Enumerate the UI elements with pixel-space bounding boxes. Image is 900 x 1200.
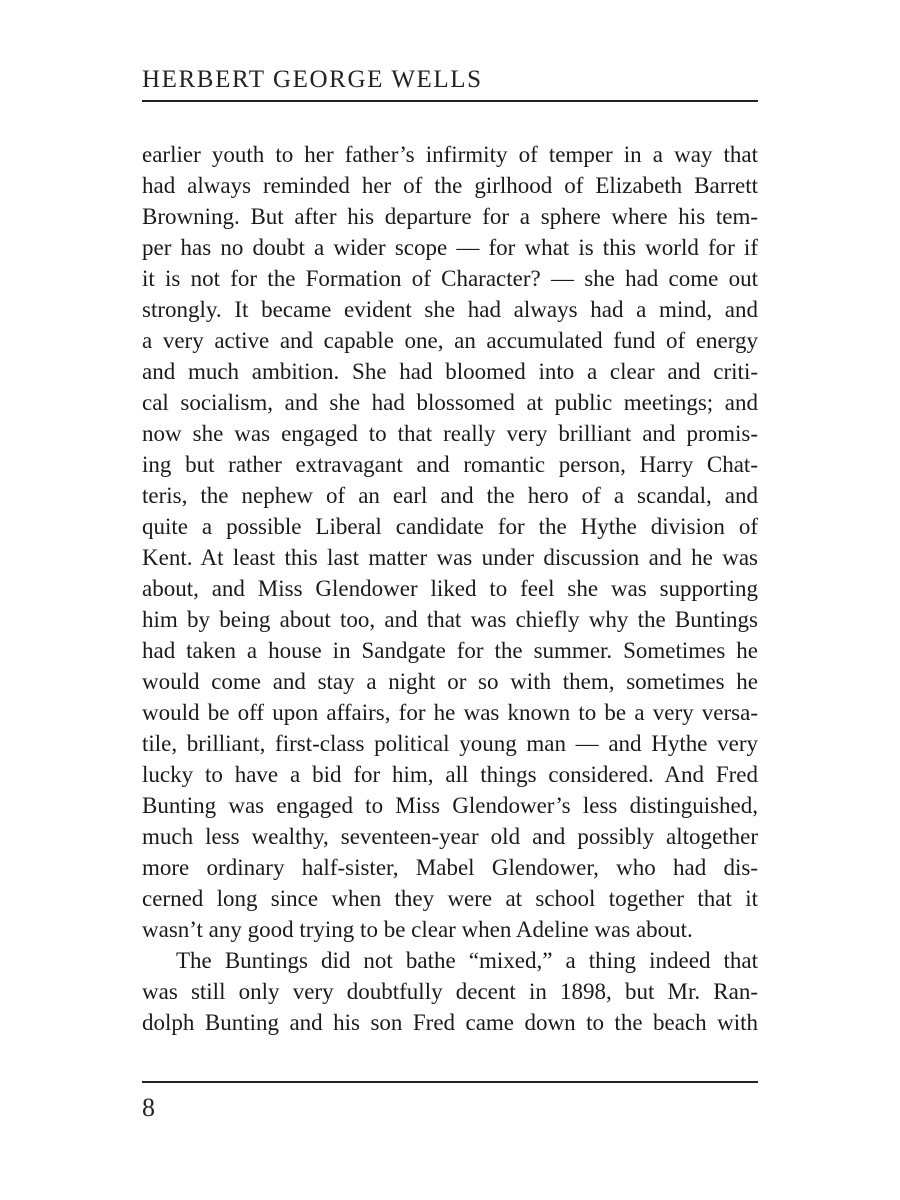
paragraph <box>142 945 758 1038</box>
text-line: Kent. At least this last matter was under discussion and he was <box>142 545 758 570</box>
text-line: strongly. It became evident she had always had a mind, and <box>142 297 758 322</box>
text-line: him by being about too, and that was chiefly why the Buntings <box>142 607 758 632</box>
text-line: lucky to have a bid for him, all things considered. And Fred <box>142 762 758 787</box>
text-line: had taken a house in Sandgate for the summer. Sometimes he <box>142 638 758 663</box>
text-line: Bunting was engaged to Miss Glendower’s less distinguished, <box>142 793 758 818</box>
text-line: tile, brilliant, first-class political young man — and Hythe very <box>142 731 758 756</box>
text-line: cerned long since when they were at school together that it <box>142 886 758 911</box>
body-text <box>142 139 758 1038</box>
header-rule <box>142 100 758 102</box>
text-line: would come and stay a night or so with them, sometimes he <box>142 669 758 694</box>
running-head: HERBERT GEORGE WELLS <box>142 66 483 93</box>
text-line: per has no doubt a wider scope — for what is this world for if <box>142 235 758 260</box>
text-line: would be off upon affairs, for he was known to be a very versa- <box>142 700 758 725</box>
text-line: much less wealthy, seventeen-year old and possibly altogether <box>142 824 758 849</box>
text-line: teris, the nephew of an earl and the hero of a scandal, and <box>142 483 758 508</box>
text-line: ing but rather extravagant and romantic person, Harry Chat- <box>142 452 758 477</box>
text-line: now she was engaged to that really very brilliant and promis- <box>142 421 758 446</box>
page-number: 8 <box>142 1093 155 1122</box>
text-line: had always reminded her of the girlhood of Elizabeth Barrett <box>142 173 758 198</box>
text-line: a very active and capable one, an accumulated fund of energy <box>142 328 758 353</box>
text-line: more ordinary half-sister, Mabel Glendower, who had dis- <box>142 855 758 880</box>
footer-rule <box>142 1081 758 1083</box>
text-line: earlier youth to her father’s infirmity of temper in a way that <box>142 142 758 167</box>
text-line: and much ambition. She had bloomed into a clear and criti- <box>142 359 758 384</box>
text-line: cal socialism, and she had blossomed at public meetings; and <box>142 390 758 415</box>
text-line: wasn’t any good trying to be clear when Adeline was about. <box>142 917 693 942</box>
text-line: about, and Miss Glendower liked to feel she was supporting <box>142 576 758 601</box>
text-line: dolph Bunting and his son Fred came down to the beach with <box>142 1010 758 1035</box>
text-line: was still only very doubtfully decent in 1898, but Mr. Ran- <box>142 979 758 1004</box>
text-line: The Buntings did not bathe “mixed,” a thing indeed that <box>176 948 758 973</box>
paragraph <box>142 139 758 945</box>
text-line: it is not for the Formation of Character? — she had come out <box>142 266 758 291</box>
text-line: Browning. But after his departure for a sphere where his tem- <box>142 204 758 229</box>
text-line: quite a possible Liberal candidate for the Hythe division of <box>142 514 758 539</box>
